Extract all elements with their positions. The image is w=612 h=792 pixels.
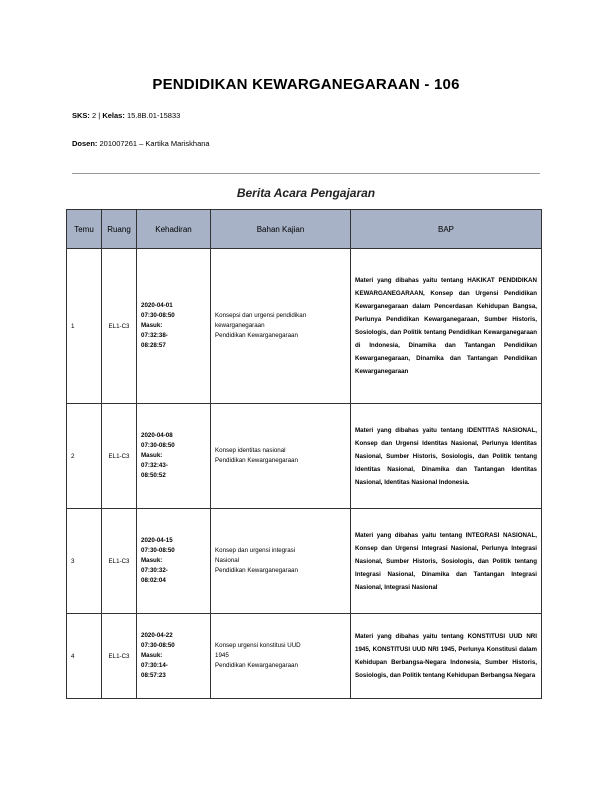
kehadiran-slot: 07:30-08:50 xyxy=(141,642,175,649)
cell-bap: Materi yang dibahas yaitu tentang INTEGRASI NASIONAL, Konsep dan Urgensi Integrasi Nasional, Perlunya Integrasi Nasional, Sumber Historis, Sosiologis, dan Politik tentang Integrasi Nasional, Dinamika dan Tantangan Integrasi Nasional, Integrasi Nasional xyxy=(351,509,542,614)
meta-separator: | xyxy=(98,111,101,120)
kehadiran-slot: 07:30-08:50 xyxy=(141,547,175,554)
bahan-line: Pendidikan Kewarganegaraan xyxy=(215,457,298,464)
bahan-line: Konsepsi dan urgensi pendidikan xyxy=(215,312,307,319)
bahan-line: Konsep dan urgensi integrasi xyxy=(215,547,296,554)
table-row xyxy=(67,404,542,509)
kehadiran-end: 08:50:52 xyxy=(141,472,166,479)
kehadiran-masuk-label: Masuk: xyxy=(141,557,163,564)
cell-bap: Materi yang dibahas yaitu tentang HAKIKAT PENDIDIKAN KEWARGANEGARAAN, Konsep dan Urgensi Pendidikan Kewarganegaraan dalam Pencerdasan Kehidupan Bangsa, Perlunya Pendidikan Kewarganegaraan, Sumber Historis, Sosiologis, dan Politik tentang Pendidikan Kewarganegaraan di Indonesia, Dinamika dan Tantangan Pendidikan Kewarganegaraan, Dinamika dan Tantangan Pendidikan Kewarganegaraan xyxy=(351,249,542,404)
bahan-line: 1945 xyxy=(215,652,229,659)
cell-temu: 1 xyxy=(67,249,102,404)
header-kehadiran: Kehadiran xyxy=(137,210,211,249)
cell-ruang: EL1-C3 xyxy=(102,249,137,404)
kehadiran-end: 08:57:23 xyxy=(141,672,166,679)
cell-bap: Materi yang dibahas yaitu tentang IDENTITAS NASIONAL, Konsep dan Urgensi Identitas Nasional, Perlunya Identitas Nasional, Sumber Historis, Sosiologis, dan Politik tentang Identitas Nasional, Dinamika dan Tantangan Identitas Nasional, Identitas Nasional Indonesia. xyxy=(351,404,542,509)
kehadiran-end: 08:02:04 xyxy=(141,577,166,584)
kehadiran-date: 2020-04-15 xyxy=(141,537,173,544)
cell-bap: Materi yang dibahas yaitu tentang KONSTITUSI UUD NRI 1945, KONSTITUSI UUD NRI 1945, Perlunya Konstitusi dalam Kehidupan Berbangsa-Negara Indonesia, Sumber Historis, Sosiologis, dan Politik tentang Kehidupan Berbangsa Negara xyxy=(351,614,542,699)
header-bahan-kajian: Bahan Kajian xyxy=(211,210,351,249)
bap-table xyxy=(66,209,542,699)
dosen-label: Dosen: xyxy=(72,139,98,148)
bahan-line: Pendidikan Kewarganegaraan xyxy=(215,662,298,669)
cell-bahan-kajian xyxy=(211,614,351,699)
cell-temu: 3 xyxy=(67,509,102,614)
kehadiran-date: 2020-04-01 xyxy=(141,302,173,309)
section-title: Berita Acara Pengajaran xyxy=(236,186,376,200)
kehadiran-start: 07:30:32- xyxy=(141,567,168,574)
cell-ruang: EL1-C3 xyxy=(102,404,137,509)
sks-label: SKS: xyxy=(72,111,90,120)
kehadiran-slot: 07:30-08:50 xyxy=(141,442,175,449)
cell-ruang: EL1-C3 xyxy=(102,614,137,699)
page-title: PENDIDIKAN KEWARGANEGARAAN - 106 xyxy=(152,76,460,93)
bahan-line: Konsep urgensi konstitusi UUD xyxy=(215,642,301,649)
cell-temu: 4 xyxy=(67,614,102,699)
cell-bahan-kajian xyxy=(211,404,351,509)
table-row xyxy=(67,509,542,614)
course-meta xyxy=(72,111,180,120)
kehadiran-date: 2020-04-22 xyxy=(141,632,173,639)
cell-kehadiran xyxy=(137,404,211,509)
kehadiran-masuk-label: Masuk: xyxy=(141,322,163,329)
table-row xyxy=(67,614,542,699)
dosen-value: 201007261 – Kartika Mariskhana xyxy=(99,139,210,148)
header-bap: BAP xyxy=(351,210,542,249)
kehadiran-start: 07:32:38- xyxy=(141,332,168,339)
table-row xyxy=(67,249,542,404)
bahan-line: Konsep identitas nasional xyxy=(215,447,286,454)
lecturer-meta xyxy=(72,139,210,148)
cell-bahan-kajian xyxy=(211,509,351,614)
bahan-line: kewarganegaraan xyxy=(215,322,265,329)
cell-ruang: EL1-C3 xyxy=(102,509,137,614)
cell-bahan-kajian xyxy=(211,249,351,404)
table-header-row xyxy=(67,210,542,249)
kehadiran-masuk-label: Masuk: xyxy=(141,652,163,659)
bahan-line: Pendidikan Kewarganegaraan xyxy=(215,567,298,574)
header-ruang: Ruang xyxy=(102,210,137,249)
kehadiran-slot: 07:30-08:50 xyxy=(141,312,175,319)
kehadiran-start: 07:30:14- xyxy=(141,662,168,669)
bahan-line: Nasional xyxy=(215,557,240,564)
header-temu: Temu xyxy=(67,210,102,249)
cell-kehadiran xyxy=(137,249,211,404)
kelas-value: 15.8B.01-15833 xyxy=(126,111,181,120)
kehadiran-end: 08:28:57 xyxy=(141,342,166,349)
cell-kehadiran xyxy=(137,614,211,699)
cell-temu: 2 xyxy=(67,404,102,509)
bahan-line: Pendidikan Kewarganegaraan xyxy=(215,332,298,339)
cell-kehadiran xyxy=(137,509,211,614)
kehadiran-masuk-label: Masuk: xyxy=(141,452,163,459)
sks-value: 2 xyxy=(92,111,97,120)
kehadiran-date: 2020-04-08 xyxy=(141,432,173,439)
divider xyxy=(72,173,540,174)
kelas-label: Kelas: xyxy=(102,111,125,120)
kehadiran-start: 07:32:43- xyxy=(141,462,168,469)
